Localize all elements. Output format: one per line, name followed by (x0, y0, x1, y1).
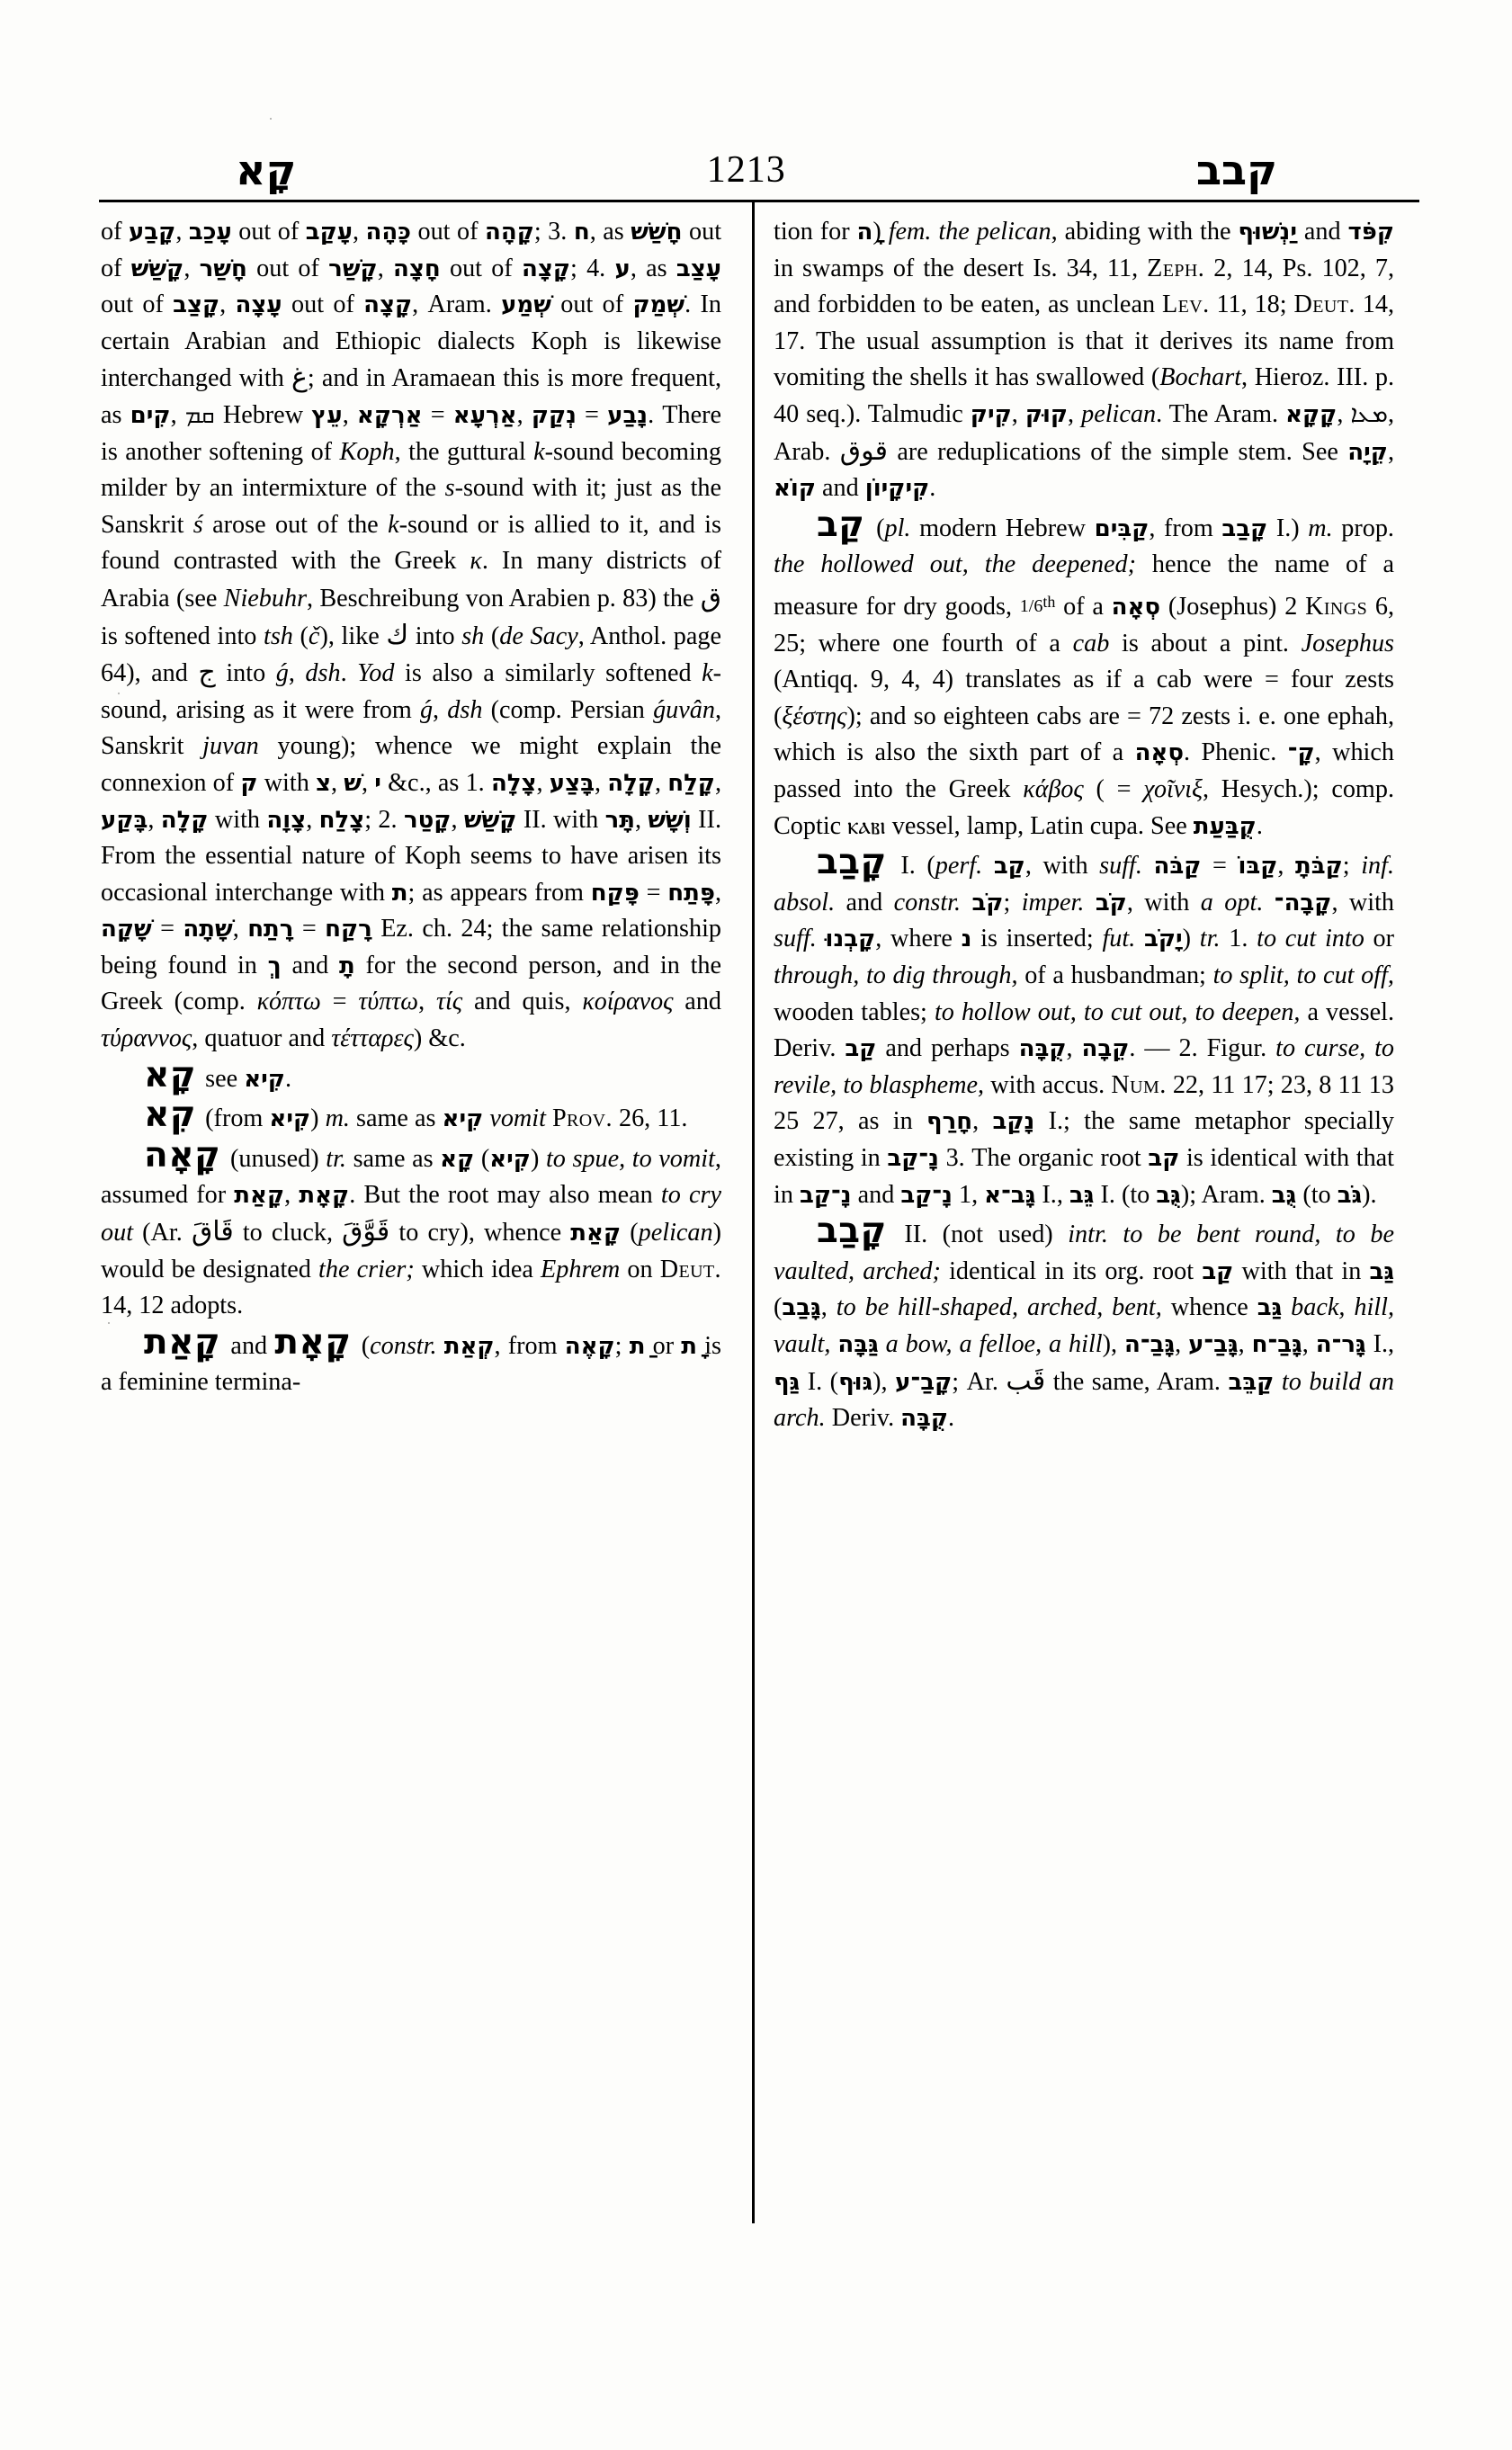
fraction: 1/6 (1019, 596, 1043, 617)
italic-gloss: m. (1308, 514, 1333, 542)
italic-gloss: to cry out (101, 1181, 722, 1247)
hebrew-word: בָּצַע (549, 769, 595, 797)
hebrew-word: פָּקַח (590, 879, 640, 907)
hebrew-word: קֻבַּעַת (1193, 812, 1257, 840)
hebrew-word: יָקֹב (1144, 925, 1183, 953)
hebrew-word: קָצָה (363, 291, 413, 319)
arabic-word: قَب (1006, 1364, 1046, 1397)
entry-qaah: קָאָה (unused) tr. same as קָא (קִיא) to spue, to vomit, assumed for קָאַת, קָאָת. But the root may also mean to cry out (Ar. قَاقَ to cluck, قَوَّقَ to cry), whence קָאַת (pelican) would be designated the crier; which idea Ephrem on Deut. 14, 12 adopts. (101, 1134, 722, 1320)
italic-gloss: constr. (893, 888, 962, 917)
hebrew-word: קָבְנוּ (825, 925, 876, 953)
page-number: 1213 (706, 149, 786, 191)
syriac-word: ܡܥܐ (1350, 399, 1388, 428)
italic-gloss: Yod (357, 659, 395, 688)
italic-gloss: k (533, 437, 545, 466)
hebrew-word: אַרְעָא (452, 401, 517, 429)
italic-gloss: tsh (264, 621, 293, 650)
hebrew-word: גָּבַ־ע (1188, 1330, 1239, 1358)
italic-gloss: Josephus (1301, 629, 1395, 657)
hebrew-word: סְאָה (1111, 594, 1161, 621)
hebrew-word: גֻּב (1156, 1181, 1181, 1209)
hebrew-word: עָקַב (305, 219, 353, 246)
hebrew-word: קָלָה (607, 769, 655, 797)
hebrew-word: קִפֹּד (1347, 219, 1395, 246)
hebrew-word: נְקַק (531, 401, 577, 429)
hebrew-word: קָ־ (1287, 739, 1315, 767)
arabic-word: قوق (839, 434, 888, 467)
hebrew-word: נָקַב (992, 1108, 1035, 1136)
italic-gloss: tr. (1199, 925, 1221, 953)
hebrew-word: תָ (338, 952, 355, 979)
hebrew-word: כָּהָה (365, 219, 411, 246)
left-text-column (101, 214, 721, 1401)
hebrew-word: שְׁמַק (632, 291, 685, 319)
hebrew-word: גֻּב (1271, 1181, 1297, 1209)
italic-gloss: ǵ (419, 695, 434, 724)
hebrew-word: גָּר־ה (1315, 1330, 1366, 1358)
small-caps-reference: Kings (1305, 593, 1368, 621)
hebrew-word: גַּב (1369, 1257, 1394, 1285)
hebrew-word: קָאַת (570, 1220, 622, 1247)
hebrew-word: קִיק (970, 400, 1012, 428)
hebrew-word: קָבָה־ (1274, 889, 1332, 917)
italic-gloss: ǵ (275, 659, 289, 688)
hebrew-word: גֵּב (1069, 1181, 1095, 1209)
hebrew-word: קָבַע (128, 219, 176, 246)
greek-word: κάβος (1023, 775, 1084, 803)
hebrew-word: קִים (130, 401, 171, 429)
syriac-word: ⲕⲁⲃⲓ (847, 811, 886, 840)
hebrew-word: קב (1148, 1144, 1180, 1172)
italic-gloss: to curse, to revile, to blaspheme, (774, 1034, 1395, 1099)
hebrew-word: קִיא (269, 1105, 311, 1133)
arabic-word: قَوَّقَ (342, 1216, 390, 1248)
hebrew-word: שְׁמַע (501, 291, 551, 319)
hebrew-word: וְשָׁשׁ (648, 806, 692, 834)
italic-gloss: pl. (884, 514, 911, 542)
italic-gloss: inf. absol. (774, 852, 1395, 917)
entry-headword: קָאָה (144, 1134, 221, 1176)
hebrew-word: צָלָה (490, 769, 537, 797)
small-caps-reference: Num. (1111, 1070, 1167, 1099)
arabic-word: ج (198, 657, 216, 689)
hebrew-word: שָׁתָה (183, 916, 233, 943)
hebrew-word: קַבּוֹ (1238, 853, 1278, 881)
hebrew-word: חָצָה (393, 255, 441, 282)
italic-gloss: ǵuvân (653, 695, 715, 724)
italic-gloss: suff. (1099, 852, 1142, 881)
small-caps-reference: Lev. (1162, 291, 1210, 319)
entry-qa-see: קָא see קִיא. (144, 1054, 291, 1095)
italic-gloss: the hollowed out, the deepened; (774, 550, 1136, 579)
scan-speck (108, 1322, 110, 1324)
hebrew-word: קַבֵּב (1228, 1368, 1275, 1396)
hebrew-word: תָּר (604, 806, 635, 834)
running-head-right-hebrew: קבב (1196, 146, 1277, 194)
greek-word: χοῖνιξ (1143, 775, 1203, 803)
koph-phonology-paragraph: of קָבַע, עָכַב out of עָקַב, כָּהָה out of קָהָה; 3. ח, as חָשַׁשׁ out of קָשַׁשׁ, חָשַׁר out of קָשַׁר, חָצָה out of קָצָה; 4. ע, as עָצַב out of קָצַב, עָצָה out of קָצָה, Aram. שְׁמַע out of שְׁמַק. In certain Arabian and Ethiopic dialects Koph is likewise interchanged with غ; and in Aramaean this is more frequent, as קִים, ܩܡ Hebrew עֵץ, אַרְקָא = אַרְעָא, נְקַק = נָבַע. There is another softening of Koph, the guttural k-sound becoming milder by an intermixture of the s-sound with it; just as the Sanskrit ś arose out of the k-sound or is allied to it, and is found contrasted with the Greek κ. In many districts of Arabia (see Niebuhr, Beschreibung von Arabien p. 83) the ق is softened into tsh (č), like ك into sh (de Sacy, Anthol. page 64), and ج into ǵ, dsh. Yod is also a similarly softened k-sound, arising as it were from ǵ, dsh (comp. Persian ǵuvân, Sanskrit juvan young); whence we might explain the connexion of ק with צ, שׁ, י &c., as 1. צָלָה, בָּצַע, קָלָה, קָלַח, בָּקַע, קָלָה with צָוָה, צָלַח; 2. קָטַר, קָשַׁשׁ II. with תָּר, וְשָׁשׁ II. From the essential nature of Koph seems to have arisen its occasional interchange with ת; as appears from פָּקַח = פָּתַח, שָׁקָה = שָׁתָה, רָתַח = רָקַח Ez. ch. 24; the same relationship being found in ךְ and תָ for the second person, and in the Greek (comp. κόπτω = τύπτω, τίς and quis, κοίρανος and τύραννος, quatuor and τέτταρες) &c. (101, 218, 722, 1053)
italic-gloss: fem. the pelican (888, 218, 1051, 246)
italic-gloss: k (702, 659, 713, 688)
italic-gloss: s (444, 474, 455, 503)
italic-gloss: through, to dig through, (774, 961, 1018, 989)
column-divider-rule (752, 200, 755, 2223)
entry-qabab-two: קָבַב II. (not used) intr. to be bent round, to be vaulted, arched; identical in its org. root קַב with that in גַּב (גָּבַב, to be hill-shaped, arched, bent, whence גַּב back, hill, vault, גַּבָּה a bow, a felloe, a hill), גָּבַ־ה, גָּבַ־ע, גָּבַ־ח, גָּר־ה I., גַּף I. (גּוּף), קָבַ־ע; Ar. قَب the same, Aram. קַבֵּב to build an arch. Deriv. קֻבָּה. (774, 1211, 1395, 1433)
greek-word: τέτταρες (331, 1024, 414, 1053)
entry-headword: קָאָת (274, 1321, 352, 1363)
greek-word: κοίρανος (582, 988, 674, 1016)
small-caps-reference: Zeph. (1147, 254, 1205, 282)
hebrew-word: קַב (845, 1035, 877, 1063)
italic-gloss: tr. (326, 1144, 346, 1173)
hebrew-word: קֹב (971, 889, 1004, 917)
hebrew-word: גּוּף (838, 1368, 873, 1396)
hebrew-word: גָּבַ־ה (1123, 1330, 1176, 1358)
italic-gloss: cab (1072, 629, 1110, 657)
entry-headword: קָבַב (817, 1211, 887, 1252)
hebrew-word: קָשַׁר (328, 255, 378, 282)
italic-gloss: č (308, 621, 320, 650)
italic-gloss: k (388, 510, 399, 539)
hebrew-word: קַב (1202, 1257, 1234, 1285)
hebrew-word: ת (391, 879, 408, 907)
hebrew-word: חָרַף (926, 1108, 973, 1136)
hebrew-word: קַבֹּתָ (1295, 853, 1343, 881)
entry-qi: קִא (from קִיא) m. same as קִיא vomit Prov. 26, 11. (144, 1095, 688, 1136)
italic-gloss: to build an arch. (774, 1367, 1395, 1433)
hebrew-word: ָת (681, 1332, 698, 1360)
italic-gloss: juvan (202, 732, 259, 761)
hebrew-word: קָבַב (1221, 514, 1268, 542)
hebrew-word: קָאֶה (564, 1332, 615, 1360)
hebrew-word: קָצַב (173, 291, 220, 319)
hebrew-word: קִיא (442, 1105, 484, 1133)
italic-gloss: ś (192, 510, 203, 539)
italic-gloss: intr. to be bent round, to be vaulted, arched; (774, 1221, 1394, 1285)
italic-gloss: to hollow out, to cut out, to deepen, (934, 997, 1301, 1026)
italic-gloss: pelican (638, 1219, 713, 1247)
italic-gloss: Bochart (1159, 363, 1242, 392)
entry-qabab-one: קָבַב I. (perf. קַב, with suff. קַבֹּה = קַבּוֹ, קַבֹּתָ; inf. absol. and constr. קֹב; imper. קֹב, with a opt. קָבָה־, with suff. קָבְנוּ, where נ is inserted; fut. יָקֹב) tr. 1. to cut into or through, to dig through, of a husbandman; to split, to cut off, wooden tables; to hollow out, to cut out, to deepen, a vessel. Deriv. קַב and perhaps קֻבָּה, קֵבָה. — 2. Figur. to curse, to revile, to blaspheme, with accus. Num. 22, 11 17; 23, 8 11 13 25 27, as in חָרַף, נָקַב I.; the same metaphor specially existing in נָ־קַב 3. The organic root קב is identical with that in נָ־קַב and נָ־קַב 1, גָּב־א I., גֵּב I. (to גֻּב); Aram. גֻּב (to גֹּב). (774, 842, 1395, 1209)
hebrew-word: צ (316, 769, 332, 797)
hebrew-word: ח (573, 219, 590, 246)
italic-gloss: Ephrem (541, 1255, 621, 1283)
italic-gloss: imper. (1021, 888, 1085, 917)
italic-gloss: de Sacy (499, 621, 578, 650)
italic-gloss: fut. (1102, 925, 1136, 953)
entry-headword: קָבַב (817, 842, 887, 883)
hebrew-word: רָקַח (325, 916, 372, 943)
hebrew-word: חָשַׁר (199, 255, 247, 282)
italic-gloss: vomit (489, 1104, 546, 1133)
hebrew-word: קַב (993, 853, 1025, 881)
greek-word: ξέστης (782, 702, 847, 730)
hebrew-word: גָּבַב (782, 1294, 821, 1322)
italic-gloss: to cut into (1257, 925, 1364, 953)
italic-gloss: sh (461, 621, 485, 650)
hebrew-word: קְאַת (443, 1332, 495, 1360)
italic-gloss: Niebuhr (223, 584, 308, 612)
hebrew-word: יַנְשׁוּף (1238, 219, 1297, 246)
hebrew-word: עָכַב (188, 219, 232, 246)
hebrew-word: קַבִּים (1094, 514, 1150, 542)
header-rule (99, 200, 1419, 202)
hebrew-word: קָא (440, 1145, 475, 1173)
hebrew-word: צָוָה (266, 806, 307, 834)
hebrew-word: קִיא (489, 1145, 531, 1173)
arabic-word: غ (291, 362, 308, 394)
hebrew-word: י (374, 769, 381, 797)
hebrew-word: נָ־קַב (900, 1181, 953, 1209)
hebrew-word: קוּק (1024, 400, 1069, 428)
arabic-word: ك (386, 619, 409, 651)
hebrew-word: קָהָה (484, 219, 534, 246)
hebrew-word: עָצַב (675, 255, 721, 282)
hebrew-word: רָתַח (247, 916, 294, 943)
hebrew-word: ךְ (267, 952, 282, 979)
superscript: th (1042, 592, 1056, 611)
scan-speck (118, 693, 120, 694)
hebrew-word: שָׁקָה (101, 916, 152, 943)
hebrew-word: קָקָא (1285, 400, 1338, 428)
italic-gloss: m. (325, 1104, 350, 1133)
entry-headword: קָא (144, 1054, 197, 1095)
italic-gloss: to be hill-shaped, arched, bent, (836, 1293, 1162, 1322)
hebrew-word: קָלָה (160, 806, 209, 834)
hebrew-word: קֵבָה (1081, 1035, 1130, 1063)
italic-gloss: dsh (305, 659, 341, 688)
italic-gloss: pelican (1081, 399, 1157, 428)
hebrew-word: גַּף (774, 1368, 801, 1396)
hebrew-word: נָבַע (607, 401, 649, 429)
entry-qaath-continued: tion for ָה) fem. the pelican, abiding with the יַנְשׁוּף and קִפֹּד in swamps of the desert Is. 34, 11, Zeph. 2, 14, Ps. 102, 7, and forbidden to be eaten, as unclean Lev. 11, 18; Deut. 14, 17. The usual assumption is that it derives its name from vomiting the shells it has swallowed (Bochart, Hieroz. III. p. 40 seq.). Talmudic קִיק, קוּק, pelican. The Aram. קָקָא, ܡܥܐ, Arab. قوق are reduplications of the simple stem. See קֵיָה, קוֹא and קִיקָיוֹן. (774, 218, 1395, 503)
hebrew-word: שׁ (344, 769, 362, 797)
hebrew-word: סְאָה (1134, 739, 1185, 767)
small-caps-reference: Prov. (551, 1104, 613, 1133)
italic-gloss: suff. (774, 925, 817, 953)
hebrew-word: עָצָה (235, 291, 282, 319)
hebrew-word: קָשַׁשׁ (463, 806, 517, 834)
hebrew-word: קָלַח (667, 769, 715, 797)
hebrew-word: נָ־קַב (799, 1181, 852, 1209)
hebrew-word: קָבַ־ע (895, 1368, 953, 1396)
running-head-left-hebrew: קָא (236, 146, 297, 194)
greek-word: τύπτω (358, 988, 419, 1016)
italic-gloss: constr. (370, 1331, 437, 1360)
hebrew-word: גָּבַ־ח (1251, 1330, 1302, 1358)
entry-qab: קַב (pl. modern Hebrew קַבִּים, from קָבַב I.) m. prop. the hollowed out, the deepened; hence the name of a measure for dry goods, 1/6th of a סְאָה (Josephus) 2 Kings 6, 25; where one fourth of a cab is about a pint. Josephus (Antiqq. 9, 4, 4) translates as if a cab were = four zests (ξέστης); and so eighteen cabs are = 72 zests i. e. one ephah, which is also the sixth part of a סְאָה. Phenic. קָ־, which passed into the Greek κάβος ( = χοῖνιξ, Hesych.); comp. Coptic ⲕⲁⲃⲓ vessel, lamp, Latin cupa. See קֻבַּעַת. (774, 504, 1395, 840)
entry-headword: קָאַת (144, 1321, 221, 1363)
greek-word: κ (470, 547, 482, 576)
entry-qaath: קָאַת and קָאָת (constr. קְאַת, from קָאֶה; ַת or ָת is a feminine termina- (101, 1321, 722, 1397)
italic-gloss: the crier; (318, 1255, 415, 1283)
hebrew-word: אַרְקָא (356, 401, 423, 429)
italic-gloss: to split, to cut off, (1212, 961, 1394, 989)
entry-headword: קִא (144, 1095, 197, 1136)
hebrew-word: קֻבָּה (900, 1405, 949, 1433)
italic-gloss: to spue, to vomit (545, 1144, 715, 1173)
right-text-column (774, 214, 1394, 1437)
hebrew-word: נ (961, 925, 972, 953)
hebrew-word: קָטַר (403, 806, 452, 834)
arabic-word: ق (700, 581, 721, 613)
hebrew-word: קַבֹּה (1153, 853, 1202, 881)
scan-speck (270, 118, 272, 120)
italic-gloss: dsh (447, 695, 483, 724)
hebrew-word: קֵיָה (1347, 438, 1388, 466)
hebrew-word: גָּב־א (984, 1181, 1036, 1209)
hebrew-word: ע (614, 255, 631, 282)
hebrew-word: קִיקָיוֹן (864, 475, 930, 503)
hebrew-word: קָשַׁשׁ (130, 255, 184, 282)
italic-gloss: perf. (935, 852, 983, 881)
hebrew-word: קֻבָּה (1018, 1035, 1067, 1063)
hebrew-word: עֵץ (311, 401, 343, 429)
hebrew-word: צָלַח (318, 806, 365, 834)
hebrew-word: נָ־קַב (887, 1144, 939, 1172)
italic-gloss: back, hill, vault, (774, 1293, 1395, 1358)
greek-word: τίς (435, 988, 463, 1016)
hebrew-word: ָה (856, 219, 873, 246)
greek-word: κόπτω (256, 988, 321, 1016)
hebrew-word: ק (240, 769, 258, 797)
small-caps-reference: Deut. (1293, 291, 1355, 319)
hebrew-word: קָצָה (522, 255, 570, 282)
hebrew-word: חָשַׁשׁ (631, 219, 683, 246)
hebrew-word: גַּב (1257, 1294, 1283, 1322)
syriac-word: ܩܡ (184, 400, 215, 429)
running-head (137, 124, 1378, 194)
hebrew-word: קָאָת (299, 1182, 350, 1210)
hebrew-word: קֹב (1095, 889, 1127, 917)
arabic-word: قَاقَ (191, 1216, 234, 1248)
italic-gloss: Koph (339, 437, 395, 466)
hebrew-word: פָּתַח (667, 879, 715, 907)
hebrew-word: קָאַת (234, 1182, 285, 1210)
hebrew-word: ַת (629, 1332, 646, 1360)
greek-word: τύραννος (101, 1024, 192, 1053)
italic-gloss: a bow, a felloe, a hill (885, 1329, 1103, 1358)
hebrew-word: גֹּב (1337, 1181, 1363, 1209)
small-caps-reference: Deut. (659, 1255, 721, 1283)
entry-headword: קַב (817, 504, 865, 545)
italic-gloss: a opt. (1200, 888, 1264, 917)
hebrew-word: בָּקַע (101, 806, 148, 834)
hebrew-word: קִיא (244, 1065, 285, 1093)
hebrew-word: קוֹא (774, 475, 816, 503)
hebrew-word: גַּבָּה (837, 1330, 879, 1358)
